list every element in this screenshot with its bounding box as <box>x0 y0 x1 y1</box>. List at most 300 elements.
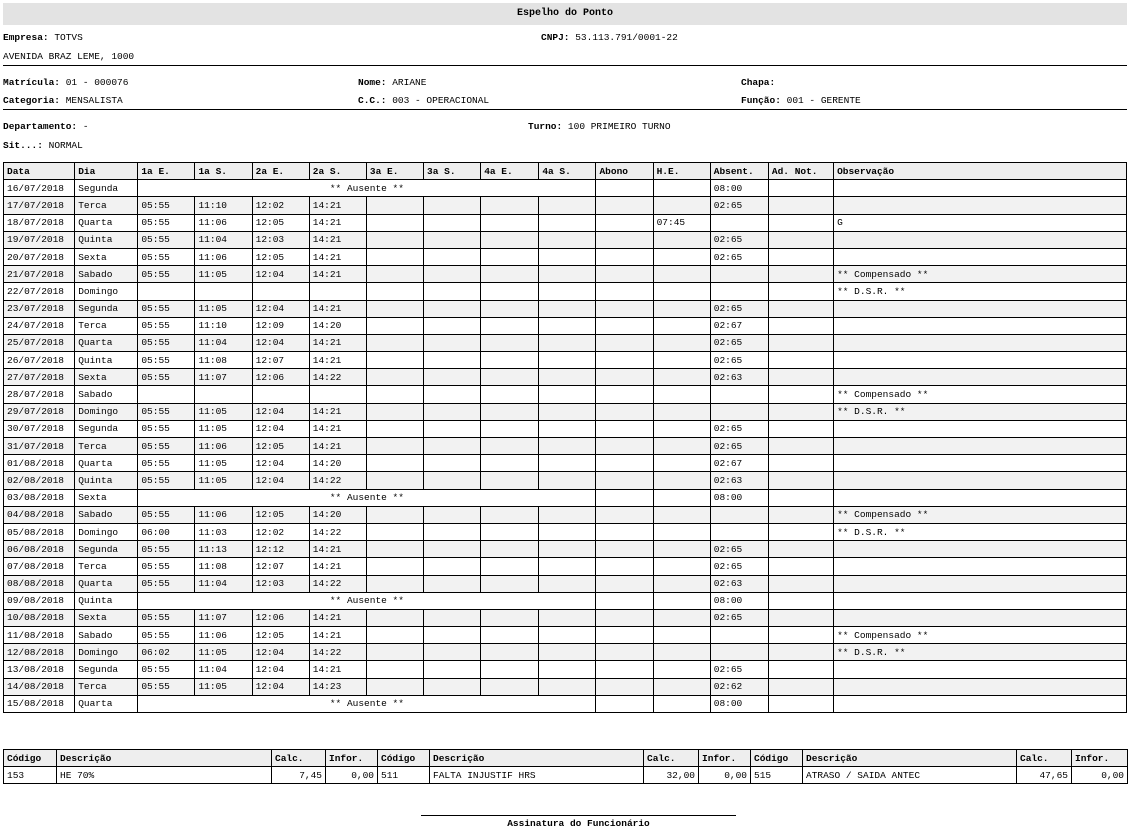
ad-not-cell <box>768 695 833 712</box>
punch-cell: 14:21 <box>309 248 366 265</box>
ad-not-cell <box>768 283 833 300</box>
abono-cell <box>596 386 653 403</box>
punch-cell <box>481 472 539 489</box>
punch-cell: 05:55 <box>138 558 195 575</box>
totals-column-header: Código <box>751 750 803 767</box>
totals-column-header: Infor. <box>699 750 751 767</box>
table-row <box>4 541 1127 558</box>
day-cell: Segunda <box>75 420 138 437</box>
punch-cell <box>424 609 481 626</box>
punch-cell <box>138 283 195 300</box>
sit-value: NORMAL <box>48 140 83 151</box>
date-cell: 15/08/2018 <box>4 695 75 712</box>
date-cell: 23/07/2018 <box>4 300 75 317</box>
punch-cell: 11:05 <box>195 678 252 695</box>
punch-cell: 14:23 <box>309 678 366 695</box>
column-header: H.E. <box>653 163 710 180</box>
abono-cell <box>596 609 653 626</box>
date-cell: 03/08/2018 <box>4 489 75 506</box>
totals-column-header: Código <box>378 750 430 767</box>
punch-cell: 14:21 <box>309 609 366 626</box>
punch-cell <box>366 352 423 369</box>
punch-cell <box>366 678 423 695</box>
punch-cell: 05:55 <box>138 472 195 489</box>
absent-cell <box>710 283 768 300</box>
abono-cell <box>596 489 653 506</box>
punch-cell <box>481 369 539 386</box>
day-cell: Segunda <box>75 300 138 317</box>
day-cell: Domingo <box>75 403 138 420</box>
punch-cell: 05:55 <box>138 214 195 231</box>
punch-cell <box>539 352 596 369</box>
punch-cell <box>481 214 539 231</box>
column-header: 3a S. <box>424 163 481 180</box>
punch-cell <box>366 627 423 644</box>
observation-cell <box>834 197 1127 214</box>
punch-cell: 12:04 <box>252 678 309 695</box>
punch-cell <box>195 386 252 403</box>
absent-cell: 02:65 <box>710 248 768 265</box>
day-cell: Segunda <box>75 180 138 197</box>
punch-cell: 11:07 <box>195 369 252 386</box>
punch-cell: 11:04 <box>195 575 252 592</box>
totals-cell: HE 70% <box>57 767 272 784</box>
punch-cell: 12:03 <box>252 575 309 592</box>
he-cell <box>653 317 710 334</box>
punch-cell <box>424 678 481 695</box>
punch-cell: 14:22 <box>309 369 366 386</box>
abono-cell <box>596 644 653 661</box>
date-cell: 11/08/2018 <box>4 627 75 644</box>
he-cell <box>653 523 710 540</box>
he-cell <box>653 592 710 609</box>
punch-cell <box>539 266 596 283</box>
totals-column-header: Calc. <box>644 750 699 767</box>
punch-cell: 12:05 <box>252 248 309 265</box>
abono-cell <box>596 455 653 472</box>
ad-not-cell <box>768 575 833 592</box>
categoria-field <box>3 95 123 106</box>
abono-cell <box>596 300 653 317</box>
punch-cell <box>481 575 539 592</box>
he-cell <box>653 197 710 214</box>
day-cell: Terca <box>75 197 138 214</box>
punch-cell <box>539 438 596 455</box>
punch-cell: 05:55 <box>138 575 195 592</box>
totals-column-header: Código <box>4 750 57 767</box>
punch-cell: 12:12 <box>252 541 309 558</box>
absent-cell <box>710 506 768 523</box>
he-cell <box>653 438 710 455</box>
empresa-field <box>3 32 83 43</box>
he-cell <box>653 386 710 403</box>
chapa-label: Chapa: <box>741 77 776 88</box>
observation-cell <box>834 592 1127 609</box>
punch-cell: 11:05 <box>195 420 252 437</box>
observation-cell <box>834 558 1127 575</box>
punch-cell: 11:06 <box>195 506 252 523</box>
ad-not-cell <box>768 592 833 609</box>
absent-cell: 02:67 <box>710 317 768 334</box>
divider <box>3 109 1127 110</box>
categoria-label: Categoria: <box>3 95 61 106</box>
abono-cell <box>596 334 653 351</box>
turno-field <box>528 121 671 132</box>
he-cell <box>653 248 710 265</box>
abono-cell <box>596 438 653 455</box>
punch-cell <box>366 334 423 351</box>
table-header-row <box>4 163 1127 180</box>
turno-value: 100 PRIMEIRO TURNO <box>567 121 671 132</box>
punch-cell: 14:21 <box>309 231 366 248</box>
punch-cell <box>481 352 539 369</box>
punch-cell <box>539 472 596 489</box>
date-cell: 13/08/2018 <box>4 661 75 678</box>
column-header: 2a E. <box>252 163 309 180</box>
punch-cell: 11:04 <box>195 334 252 351</box>
observation-cell <box>834 695 1127 712</box>
matricula-value: 01 - 000076 <box>65 77 129 88</box>
ad-not-cell <box>768 266 833 283</box>
ad-not-cell <box>768 386 833 403</box>
punch-cell <box>539 420 596 437</box>
date-cell: 30/07/2018 <box>4 420 75 437</box>
day-cell: Domingo <box>75 644 138 661</box>
punch-cell <box>539 575 596 592</box>
column-header: Abono <box>596 163 653 180</box>
punch-cell <box>539 678 596 695</box>
table-row <box>4 334 1127 351</box>
absent-cell: 02:63 <box>710 575 768 592</box>
signature-label: Assinatura do Funcionário <box>507 818 650 829</box>
observation-cell <box>834 420 1127 437</box>
totals-column-header: Descrição <box>57 750 272 767</box>
totals-column-header: Calc. <box>1017 750 1072 767</box>
absent-marker: ** Ausente ** <box>138 695 596 712</box>
punch-cell: 14:21 <box>309 300 366 317</box>
absent-cell: 02:65 <box>710 420 768 437</box>
sit-field <box>3 140 83 151</box>
punch-cell <box>424 266 481 283</box>
absent-cell: 02:65 <box>710 609 768 626</box>
punch-cell <box>539 197 596 214</box>
ad-not-cell <box>768 317 833 334</box>
observation-cell <box>834 300 1127 317</box>
empresa-value: TOTVS <box>54 32 83 43</box>
totals-cell: 32,00 <box>644 767 699 784</box>
turno-label: Turno: <box>528 121 563 132</box>
date-cell: 09/08/2018 <box>4 592 75 609</box>
punch-cell: 05:55 <box>138 455 195 472</box>
punch-cell <box>481 266 539 283</box>
punch-cell: 12:03 <box>252 231 309 248</box>
punch-cell <box>424 334 481 351</box>
abono-cell <box>596 472 653 489</box>
abono-cell <box>596 541 653 558</box>
punch-cell <box>252 283 309 300</box>
punch-cell: 12:09 <box>252 317 309 334</box>
date-cell: 04/08/2018 <box>4 506 75 523</box>
table-row <box>4 627 1127 644</box>
date-cell: 17/07/2018 <box>4 197 75 214</box>
punch-cell: 14:21 <box>309 438 366 455</box>
signature-line <box>421 815 736 816</box>
observation-cell: ** D.S.R. ** <box>834 403 1127 420</box>
day-cell: Quinta <box>75 592 138 609</box>
punch-cell <box>481 334 539 351</box>
date-cell: 01/08/2018 <box>4 455 75 472</box>
abono-cell <box>596 678 653 695</box>
ad-not-cell <box>768 369 833 386</box>
punch-cell <box>481 386 539 403</box>
punch-cell <box>424 506 481 523</box>
punch-cell: 05:55 <box>138 266 195 283</box>
punch-cell: 05:55 <box>138 352 195 369</box>
observation-cell: ** Compensado ** <box>834 386 1127 403</box>
cc-value: 003 - OPERACIONAL <box>392 95 490 106</box>
punch-cell <box>424 627 481 644</box>
ad-not-cell <box>768 644 833 661</box>
totals-cell: 47,65 <box>1017 767 1072 784</box>
day-cell: Segunda <box>75 661 138 678</box>
ad-not-cell <box>768 541 833 558</box>
absent-cell: 02:65 <box>710 352 768 369</box>
absent-cell: 02:63 <box>710 472 768 489</box>
table-row <box>4 489 1127 506</box>
day-cell: Quinta <box>75 472 138 489</box>
nome-field <box>358 77 426 88</box>
punch-cell <box>424 541 481 558</box>
totals-header-row <box>4 750 1128 767</box>
date-cell: 27/07/2018 <box>4 369 75 386</box>
punch-cell: 05:55 <box>138 369 195 386</box>
table-row <box>4 506 1127 523</box>
abono-cell <box>596 420 653 437</box>
observation-cell <box>834 438 1127 455</box>
totals-column-header: Descrição <box>430 750 644 767</box>
date-cell: 24/07/2018 <box>4 317 75 334</box>
day-cell: Sexta <box>75 369 138 386</box>
punch-cell: 12:04 <box>252 300 309 317</box>
he-cell <box>653 283 710 300</box>
punch-cell: 11:05 <box>195 472 252 489</box>
punch-cell <box>539 627 596 644</box>
punch-cell <box>539 334 596 351</box>
punch-cell: 11:05 <box>195 266 252 283</box>
punch-cell: 11:03 <box>195 523 252 540</box>
punch-cell <box>366 506 423 523</box>
punch-cell: 12:04 <box>252 644 309 661</box>
punch-cell: 11:05 <box>195 300 252 317</box>
totals-cell: ATRASO / SAIDA ANTEC <box>803 767 1017 784</box>
punch-cell: 12:05 <box>252 627 309 644</box>
punch-cell: 12:04 <box>252 455 309 472</box>
table-row <box>4 300 1127 317</box>
punch-cell: 12:02 <box>252 197 309 214</box>
date-cell: 22/07/2018 <box>4 283 75 300</box>
observation-cell <box>834 334 1127 351</box>
totals-column-header: Calc. <box>272 750 326 767</box>
observation-cell <box>834 352 1127 369</box>
abono-cell <box>596 248 653 265</box>
punch-cell <box>195 283 252 300</box>
abono-cell <box>596 317 653 334</box>
absent-cell <box>710 627 768 644</box>
absent-cell <box>710 644 768 661</box>
totals-cell: 515 <box>751 767 803 784</box>
punch-cell: 14:21 <box>309 352 366 369</box>
he-cell <box>653 541 710 558</box>
punch-cell <box>366 644 423 661</box>
date-cell: 29/07/2018 <box>4 403 75 420</box>
table-row <box>4 266 1127 283</box>
table-row <box>4 472 1127 489</box>
punch-cell <box>366 609 423 626</box>
date-cell: 05/08/2018 <box>4 523 75 540</box>
day-cell: Sabado <box>75 627 138 644</box>
cnpj-value: 53.113.791/0001-22 <box>575 32 678 43</box>
ad-not-cell <box>768 214 833 231</box>
punch-cell: 14:21 <box>309 627 366 644</box>
table-row <box>4 523 1127 540</box>
punch-cell: 12:06 <box>252 609 309 626</box>
punch-cell <box>366 420 423 437</box>
totals-cell: FALTA INJUSTIF HRS <box>430 767 644 784</box>
punch-cell <box>366 661 423 678</box>
punch-cell <box>366 369 423 386</box>
punch-cell: 05:55 <box>138 438 195 455</box>
ad-not-cell <box>768 609 833 626</box>
date-cell: 08/08/2018 <box>4 575 75 592</box>
day-cell: Quarta <box>75 455 138 472</box>
punch-cell <box>424 248 481 265</box>
date-cell: 07/08/2018 <box>4 558 75 575</box>
punch-cell: 14:21 <box>309 197 366 214</box>
observation-cell: ** D.S.R. ** <box>834 523 1127 540</box>
punch-cell <box>366 455 423 472</box>
punch-cell: 05:55 <box>138 334 195 351</box>
punch-cell: 11:06 <box>195 627 252 644</box>
abono-cell <box>596 266 653 283</box>
ad-not-cell <box>768 678 833 695</box>
punch-cell <box>539 558 596 575</box>
punch-cell <box>424 231 481 248</box>
totals-column-header: Descrição <box>803 750 1017 767</box>
absent-marker: ** Ausente ** <box>138 489 596 506</box>
totals-column-header: Infor. <box>326 750 378 767</box>
absent-cell: 02:63 <box>710 369 768 386</box>
punch-cell <box>481 438 539 455</box>
punch-cell: 12:04 <box>252 420 309 437</box>
observation-cell: ** Compensado ** <box>834 627 1127 644</box>
punch-cell <box>366 317 423 334</box>
funcao-value: 001 - GERENTE <box>786 95 861 106</box>
punch-cell: 05:55 <box>138 627 195 644</box>
empresa-label: Empresa: <box>3 32 49 43</box>
punch-cell <box>539 523 596 540</box>
table-row <box>4 592 1127 609</box>
he-cell <box>653 403 710 420</box>
table-row <box>4 197 1127 214</box>
observation-cell <box>834 248 1127 265</box>
punch-cell <box>424 386 481 403</box>
totals-row <box>4 767 1128 784</box>
ad-not-cell <box>768 455 833 472</box>
he-cell <box>653 180 710 197</box>
table-row <box>4 231 1127 248</box>
matricula-label: Matrícula: <box>3 77 61 88</box>
funcao-label: Função: <box>741 95 781 106</box>
date-cell: 19/07/2018 <box>4 231 75 248</box>
absent-cell: 08:00 <box>710 592 768 609</box>
table-row <box>4 455 1127 472</box>
punch-cell: 14:22 <box>309 472 366 489</box>
totals-cell: 0,00 <box>699 767 751 784</box>
divider <box>3 65 1127 66</box>
punch-cell: 14:21 <box>309 403 366 420</box>
table-row <box>4 678 1127 695</box>
day-cell: Quarta <box>75 695 138 712</box>
column-header: 1a S. <box>195 163 252 180</box>
punch-cell: 11:05 <box>195 403 252 420</box>
abono-cell <box>596 523 653 540</box>
ad-not-cell <box>768 300 833 317</box>
punch-cell <box>481 455 539 472</box>
ad-not-cell <box>768 472 833 489</box>
he-cell <box>653 420 710 437</box>
table-row <box>4 403 1127 420</box>
punch-cell: 11:06 <box>195 214 252 231</box>
punch-cell <box>424 300 481 317</box>
he-cell <box>653 472 710 489</box>
punch-cell: 14:21 <box>309 558 366 575</box>
totals-cell: 153 <box>4 767 57 784</box>
date-cell: 02/08/2018 <box>4 472 75 489</box>
ad-not-cell <box>768 661 833 678</box>
punch-cell: 14:21 <box>309 334 366 351</box>
punch-cell <box>424 438 481 455</box>
matricula-field <box>3 77 128 88</box>
punch-cell: 05:55 <box>138 420 195 437</box>
observation-cell: ** Compensado ** <box>834 506 1127 523</box>
column-header: Data <box>4 163 75 180</box>
he-cell <box>653 334 710 351</box>
punch-cell: 14:22 <box>309 575 366 592</box>
column-header: 1a E. <box>138 163 195 180</box>
he-cell <box>653 352 710 369</box>
observation-cell <box>834 369 1127 386</box>
punch-cell: 14:21 <box>309 420 366 437</box>
absent-cell: 02:62 <box>710 678 768 695</box>
column-header: 2a S. <box>309 163 366 180</box>
observation-cell <box>834 317 1127 334</box>
punch-cell: 05:55 <box>138 678 195 695</box>
day-cell: Quinta <box>75 231 138 248</box>
punch-cell <box>366 197 423 214</box>
punch-cell <box>481 558 539 575</box>
observation-cell <box>834 455 1127 472</box>
punch-cell <box>424 214 481 231</box>
punch-cell: 11:10 <box>195 317 252 334</box>
abono-cell <box>596 403 653 420</box>
observation-cell: ** D.S.R. ** <box>834 283 1127 300</box>
absent-cell: 08:00 <box>710 695 768 712</box>
ad-not-cell <box>768 403 833 420</box>
punch-cell <box>424 369 481 386</box>
observation-cell: G <box>834 214 1127 231</box>
day-cell: Terca <box>75 558 138 575</box>
totals-cell: 0,00 <box>326 767 378 784</box>
